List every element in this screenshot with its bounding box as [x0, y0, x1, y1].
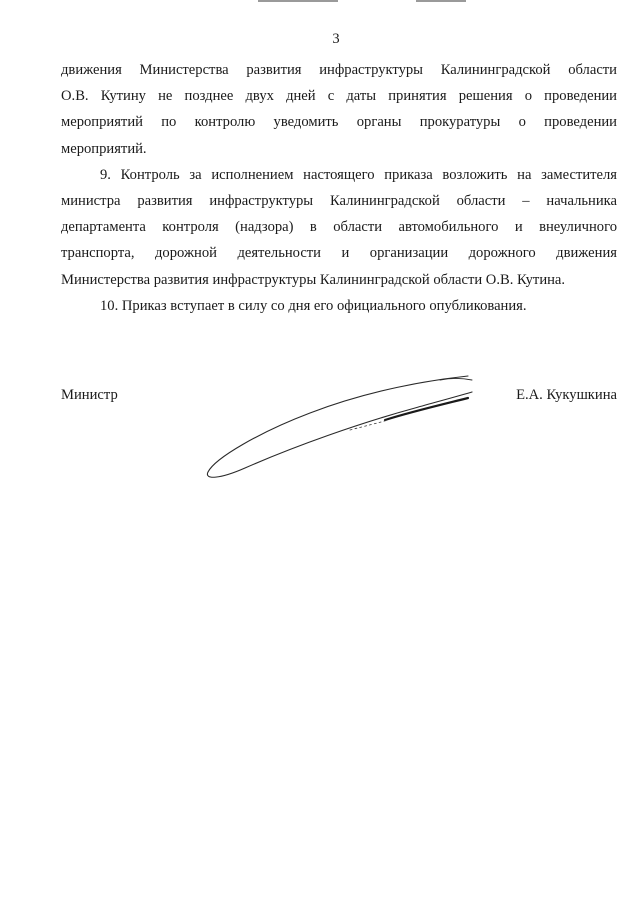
text-line: транспорта, дорожной деятельности и организации дорожного движения [61, 245, 617, 262]
text-line: министра развития инфраструктуры Калининградской области – начальника [61, 192, 617, 209]
text-line: 10. Приказ вступает в силу со дня его официального опубликования. [100, 297, 527, 314]
scan-edge-mark [258, 0, 338, 2]
paragraph-9 [61, 162, 617, 293]
signatory-title: Министр [61, 387, 118, 403]
text-line: движения Министерства развития инфраструктуры Калининградской области [61, 62, 617, 78]
text-line: Министерства развития инфраструктуры Калининградской области О.В. Кутина. [61, 271, 566, 288]
text-line: мероприятий. [61, 140, 147, 157]
page-number: 3 [332, 31, 340, 47]
handwritten-signature [200, 368, 490, 488]
signatory-name: Е.А. Кукушкина [516, 387, 617, 403]
text-line: мероприятий по контролю уведомить органы прокуратуры о проведении [61, 114, 617, 131]
document-body [61, 57, 617, 319]
text-line: О.В. Кутину не позднее двух дней с даты принятия решения о проведении [61, 88, 617, 105]
text-line: департамента контроля (надзора) в области автомобильного и внеуличного [61, 219, 617, 236]
paragraph-continuation [61, 57, 617, 162]
paragraph-10 [61, 293, 617, 319]
text-line: 9. Контроль за исполнением настоящего приказа возложить на заместителя [100, 166, 617, 183]
scan-edge-mark [416, 0, 466, 2]
